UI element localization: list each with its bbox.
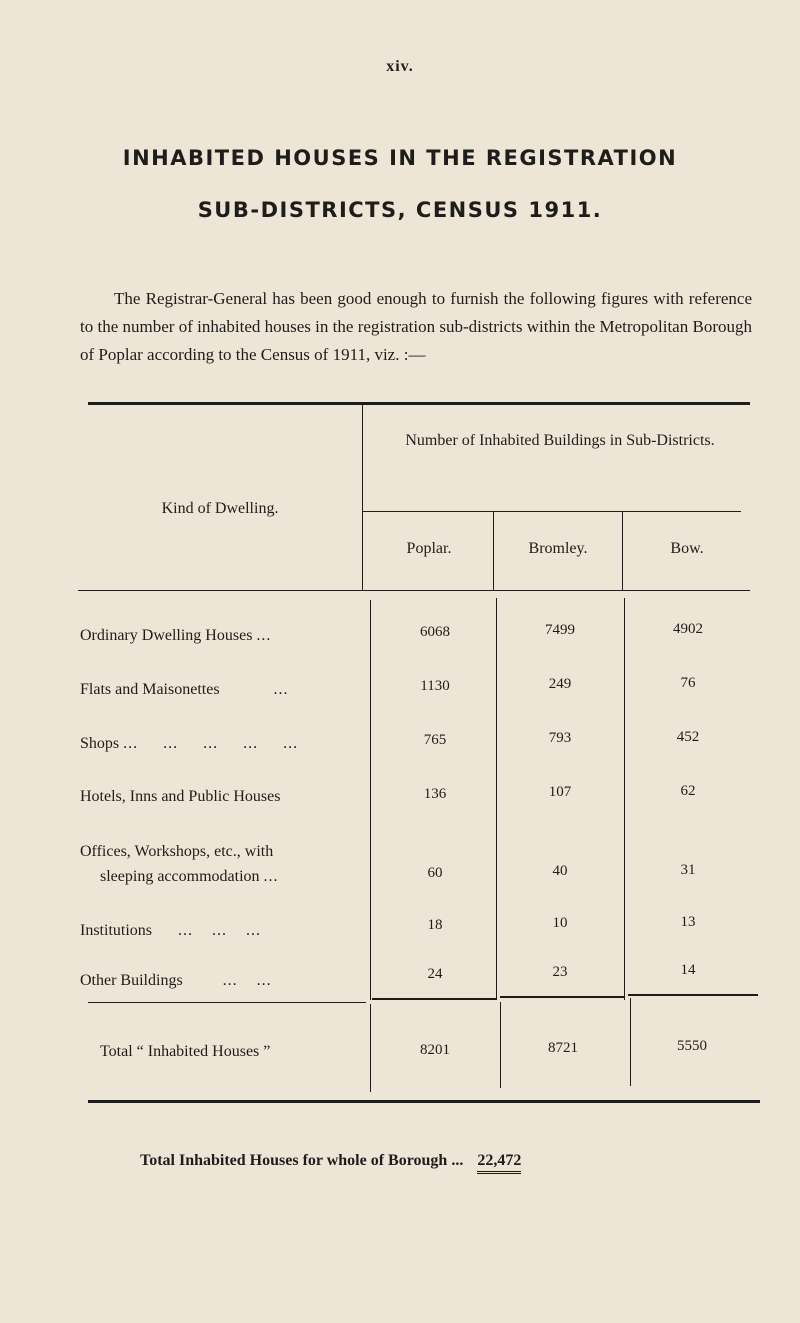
page-title-line-2: SUB-DISTRICTS, CENSUS 1911. (197, 198, 603, 222)
group-header-rule (363, 511, 741, 512)
body-divider-col-2 (624, 598, 625, 1000)
total-rule-col-3 (628, 994, 758, 996)
cell-bromley: 40 (552, 863, 568, 879)
cell-poplar: 1130 (420, 678, 450, 694)
column-header-poplar: Poplar. (406, 540, 452, 557)
header-divider-vertical (362, 405, 363, 591)
table-row-label (80, 627, 271, 645)
cell-bow: 31 (680, 862, 696, 878)
borough-total-value: 22,472 (477, 1152, 521, 1174)
leader-dots: ... ... (222, 972, 272, 989)
total-bow: 5550 (677, 1038, 707, 1054)
body-divider-col-1 (496, 598, 497, 1000)
table-row-label-continued (100, 868, 279, 886)
total-divider-col-1 (500, 1002, 501, 1088)
cell-poplar: 60 (427, 865, 443, 881)
row-label-text: Other Buildings (80, 972, 183, 989)
cell-poplar: 24 (427, 966, 443, 982)
cell-bow: 452 (676, 729, 700, 745)
row-label-text: Institutions (80, 922, 153, 939)
cell-bromley: 23 (552, 964, 568, 980)
leader-dots: ... ... ... ... ... (123, 735, 299, 752)
cell-poplar: 765 (423, 732, 447, 748)
total-divider-label (370, 1004, 371, 1092)
row-label-text: Shops (80, 735, 120, 752)
row-label-text: Offices, Workshops, etc., with (80, 843, 274, 860)
header-col-divider-1 (493, 512, 494, 591)
intro-paragraph: The Registrar-General has been good enough to furnish the following figures with reference to the number of inhabited houses in the registration sub-districts within the Metropolitan Borough of Poplar according to the Census of 1911, viz. :— (80, 289, 752, 364)
total-rule-label (88, 1002, 366, 1003)
cell-bow: 13 (680, 914, 696, 930)
cell-poplar: 136 (423, 786, 447, 802)
column-header-bow: Bow. (670, 540, 704, 557)
group-header: Number of Inhabited Buildings in Sub-Districts. (405, 432, 715, 449)
table-bottom-rule (88, 1100, 760, 1103)
cell-bromley: 10 (552, 915, 568, 931)
table-row-label (80, 922, 261, 940)
total-poplar: 8201 (420, 1042, 450, 1058)
cell-bow: 62 (680, 783, 696, 799)
cell-poplar: 6068 (420, 624, 450, 640)
cell-bromley: 107 (548, 784, 572, 800)
kind-of-dwelling-header: Kind of Dwelling. (161, 500, 279, 517)
page-number: xiv. (386, 58, 414, 75)
total-rule-col-1 (372, 998, 496, 1000)
total-bromley: 8721 (548, 1040, 578, 1056)
total-row-label: Total “ Inhabited Houses ” (100, 1043, 271, 1060)
leader-dots: ... (263, 868, 279, 885)
cell-poplar: 18 (427, 917, 443, 933)
row-label-text: Flats and Maisonettes (80, 681, 220, 698)
borough-total-line (140, 1152, 521, 1174)
table-row-label (80, 788, 280, 806)
cell-bromley: 7499 (545, 622, 575, 638)
row-label-text: Ordinary Dwelling Houses (80, 627, 253, 644)
table-row-label (80, 972, 272, 990)
borough-total-label: Total Inhabited Houses for whole of Borough ... (140, 1152, 464, 1169)
table-row-label (80, 843, 273, 861)
cell-bromley: 249 (548, 676, 572, 692)
cell-bow: 76 (680, 675, 696, 691)
cell-bromley: 793 (548, 730, 572, 746)
table-row-label (80, 735, 298, 753)
leader-dots: ... (256, 627, 272, 644)
cell-bow: 4902 (673, 621, 703, 637)
page-title-line-1: INHABITED HOUSES IN THE REGISTRATION (122, 146, 678, 170)
row-label-text: Hotels, Inns and Public Houses (80, 788, 281, 805)
total-rule-col-2 (500, 996, 624, 998)
header-bottom-rule (78, 590, 750, 591)
cell-bow: 14 (680, 962, 696, 978)
total-divider-col-2 (630, 998, 631, 1086)
column-header-bromley: Bromley. (528, 540, 588, 557)
leader-dots: ... (273, 681, 289, 698)
leader-dots: ... ... ... (178, 922, 262, 939)
header-col-divider-2 (622, 512, 623, 591)
row-label-text: sleeping accommodation (100, 868, 260, 885)
body-divider-label (370, 600, 371, 1000)
table-row-label (80, 681, 289, 699)
table-top-rule (88, 402, 750, 405)
